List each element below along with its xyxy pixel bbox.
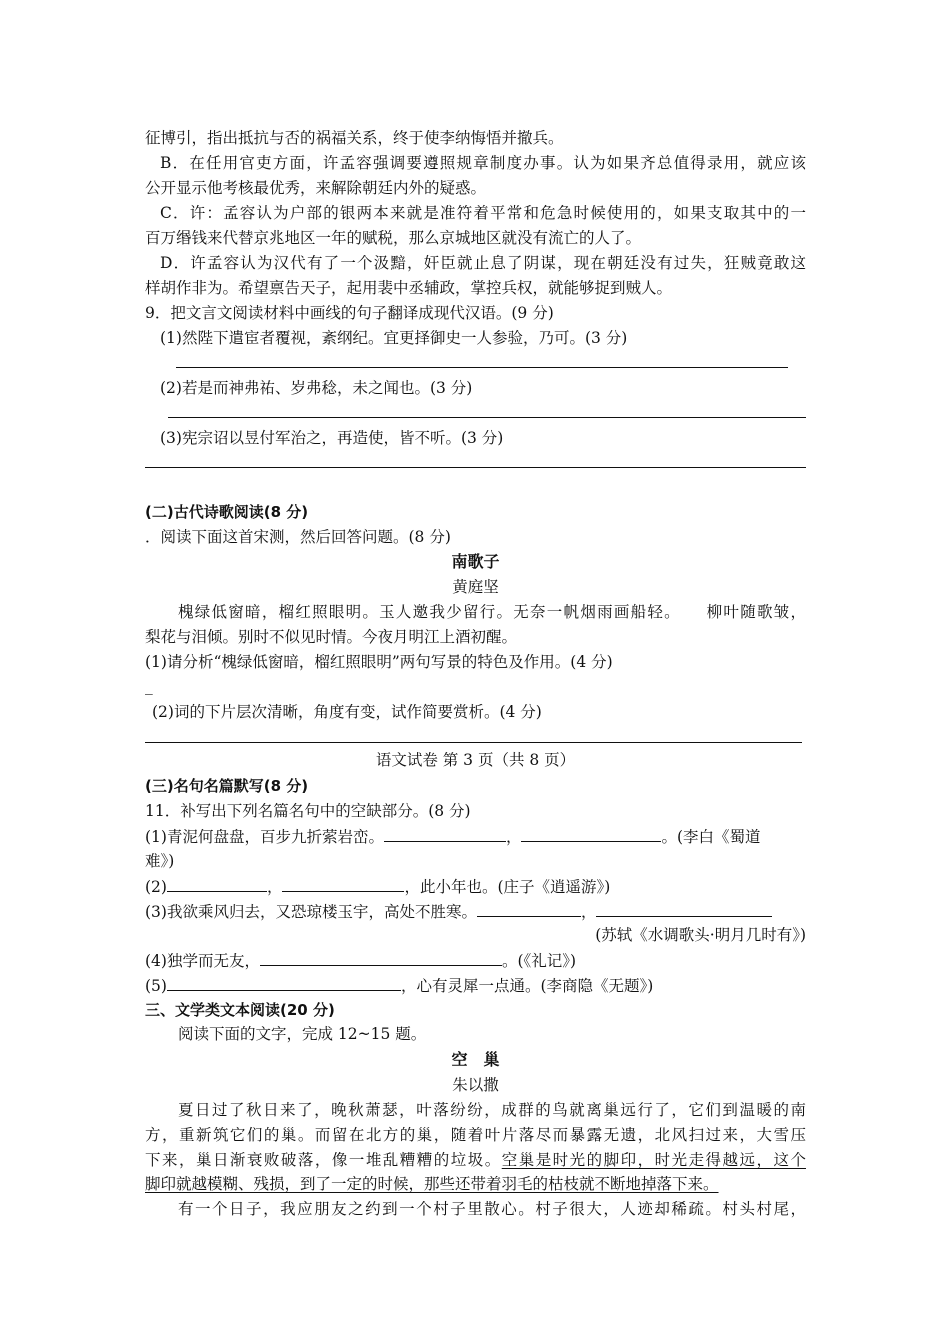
dictation-blank-5[interactable] (167, 975, 401, 991)
poetry-question-1: (1)请分析“槐绿低窗暗，榴红照眼明”两句写景的特色及作用。(4 分) (145, 653, 613, 671)
q8-option-c-line2: 百万缗钱来代替京兆地区一年的赋税，那么京城地区就没有流亡的人了。 (145, 229, 642, 247)
dictation-item-2-tail: ，此小年也。(庄子《逍遥游》) (404, 878, 611, 896)
dictation-blank-1a[interactable] (384, 826, 506, 842)
poem-body-line2: 梨花与泪倾。别时不似见时情。今夜月明江上酒初醒。 (145, 628, 518, 646)
poetry-section-heading: (二)古代诗歌阅读(8 分) (145, 503, 309, 521)
essay-p1-line1: 夏日过了秋日来了，晚秋萧瑟，叶落纷纷，成群的鸟就离巢远行了，它们到温暖的南 (178, 1101, 806, 1119)
q9-answer-line-2[interactable] (168, 417, 806, 418)
poem-title: 南歌子 (451, 552, 500, 571)
essay-underlined-sentence-end: 脚印就越模糊、残损，到了一定的时候，那些还带着羽毛的枯枝就不断地掉落下来。 (145, 1175, 719, 1193)
period: 。 (661, 828, 677, 846)
literature-section-heading: 三、文学类文本阅读(20 分) (145, 1001, 335, 1019)
essay-underlined-sentence-start: 空巢是时光的脚印，时光走得越远，这个 (501, 1151, 806, 1169)
dictation-item-1 (145, 826, 761, 847)
dictation-item-3 (145, 901, 772, 922)
poetry-question-2: (2)词的下片层次清晰，角度有变，试作简要赏析。(4 分) (152, 703, 542, 721)
dictation-item-1-source-cont: 难》) (145, 852, 175, 870)
dictation-blank-2a[interactable] (167, 876, 267, 892)
q9-answer-line-3[interactable] (145, 467, 806, 468)
dictation-item-5-number: (5) (145, 977, 167, 995)
comma: ， (580, 903, 597, 921)
dictation-item-4 (145, 950, 576, 971)
q9-answer-line-1[interactable] (176, 367, 788, 368)
dictation-item-1-text: (1)青泥何盘盘，百步九折萦岩峦。 (145, 828, 384, 846)
dictation-blank-4[interactable] (260, 950, 502, 966)
q8-option-d-line1: D．许孟容认为汉代有了一个汲黯，奸臣就止息了阴谋，现在朝廷没有过失，狂贼竟敢这 (160, 254, 806, 272)
dictation-blank-3a[interactable] (477, 901, 581, 917)
comma: ， (266, 878, 283, 896)
page-footer: 语文试卷 第 3 页（共 8 页） (375, 751, 576, 769)
dictation-blank-3b[interactable] (596, 901, 772, 917)
essay-p1-line3 (145, 1150, 806, 1170)
q9-sentence-1: (1)然陛下遣宦者覆视，紊纲纪。宜更择御史一人参验，乃可。(3 分) (160, 329, 628, 347)
essay-author: 朱以撒 (452, 1076, 499, 1094)
literature-intro: 阅读下面的文字，完成 12~15 题。 (178, 1025, 427, 1043)
dictation-blank-2b[interactable] (282, 876, 404, 892)
q9-stem: 9．把文言文阅读材料中画线的句子翻译成现代汉语。(9 分) (145, 304, 554, 322)
essay-title: 空 巢 (451, 1050, 500, 1069)
q9-sentence-2: (2)若是而神弗祐、岁弗稔，未之闻也。(3 分) (160, 379, 473, 397)
poem-body-line1: 槐绿低窗暗，榴红照眼明。玉人邀我少留行。无奈一帆烟雨画船轻。 柳叶随歌皱， (178, 603, 806, 621)
q8-option-b-line1: B．在任用官吏方面，许孟容强调要遵照规章制度办事。认为如果齐总值得录用，就应该 (160, 154, 806, 172)
dictation-item-4-text: (4)独学而无友， (145, 952, 260, 970)
dictation-blank-1b[interactable] (521, 826, 661, 842)
dictation-item-2 (145, 876, 610, 897)
q8-option-c-line1: C．许：孟容认为户部的银两本来就是准符着平常和危急时候使用的，如果支取其中的一 (160, 204, 806, 222)
dictation-item-3-source: (苏轼《水调歌头·明月几时有》) (595, 926, 806, 944)
dictation-item-5-tail: ，心有灵犀一点通。(李商隐《无题》) (400, 977, 654, 995)
dictation-stem: 11．补写出下列名篇名句中的空缺部分。(8 分) (145, 802, 471, 820)
q8-option-b-line2: 公开显示他考核最优秀，来解除朝廷内外的疑惑。 (145, 179, 487, 197)
poetry-question-stem: ．阅读下面这首宋测，然后回答问题。(8 分) (145, 528, 451, 546)
essay-p2-line1: 有一个日子，我应朋友之约到一个村子里散心。村子很大，人迹却稀疏。村头村尾， (178, 1200, 806, 1218)
dictation-item-2-number: (2) (145, 878, 167, 896)
dictation-item-5 (145, 975, 653, 996)
dictation-item-3-text: (3)我欲乘风归去，又恐琼楼玉宇，高处不胜寒。 (145, 903, 477, 921)
q8-option-d-line2: 样胡作非为。希望禀告天子，起用裴中丞辅政，掌控兵权，就能够捉到贼人。 (145, 279, 673, 297)
poetry-answer-line[interactable] (145, 742, 802, 743)
dictation-item-1-source: (李白《蜀道 (677, 828, 761, 846)
dictation-item-4-tail: 。(《礼记》) (501, 952, 577, 970)
poem-author: 黄庭坚 (452, 578, 499, 596)
poetry-q1-answer-mark: _ (145, 677, 153, 695)
essay-p1-line2: 方，重新筑它们的巢。而留在北方的巢，随着叶片落尽而暴露无遗，北风扫过来，大雪压 (145, 1126, 806, 1144)
comma: ， (505, 828, 522, 846)
essay-p1-line3-text: 下来，巢日渐衰败破落，像一堆乱糟糟的垃圾。 (145, 1151, 502, 1169)
q9-sentence-3: (3)宪宗诏以昱付军治之，再造使，皆不听。(3 分) (160, 429, 504, 447)
essay-p1-line4 (145, 1174, 719, 1194)
q8-option-a-continued: 征博引，指出抵抗与否的祸福关系，终于使李纳悔悟并撤兵。 (145, 129, 564, 147)
dictation-section-heading: (三)名句名篇默写(8 分) (145, 777, 309, 795)
